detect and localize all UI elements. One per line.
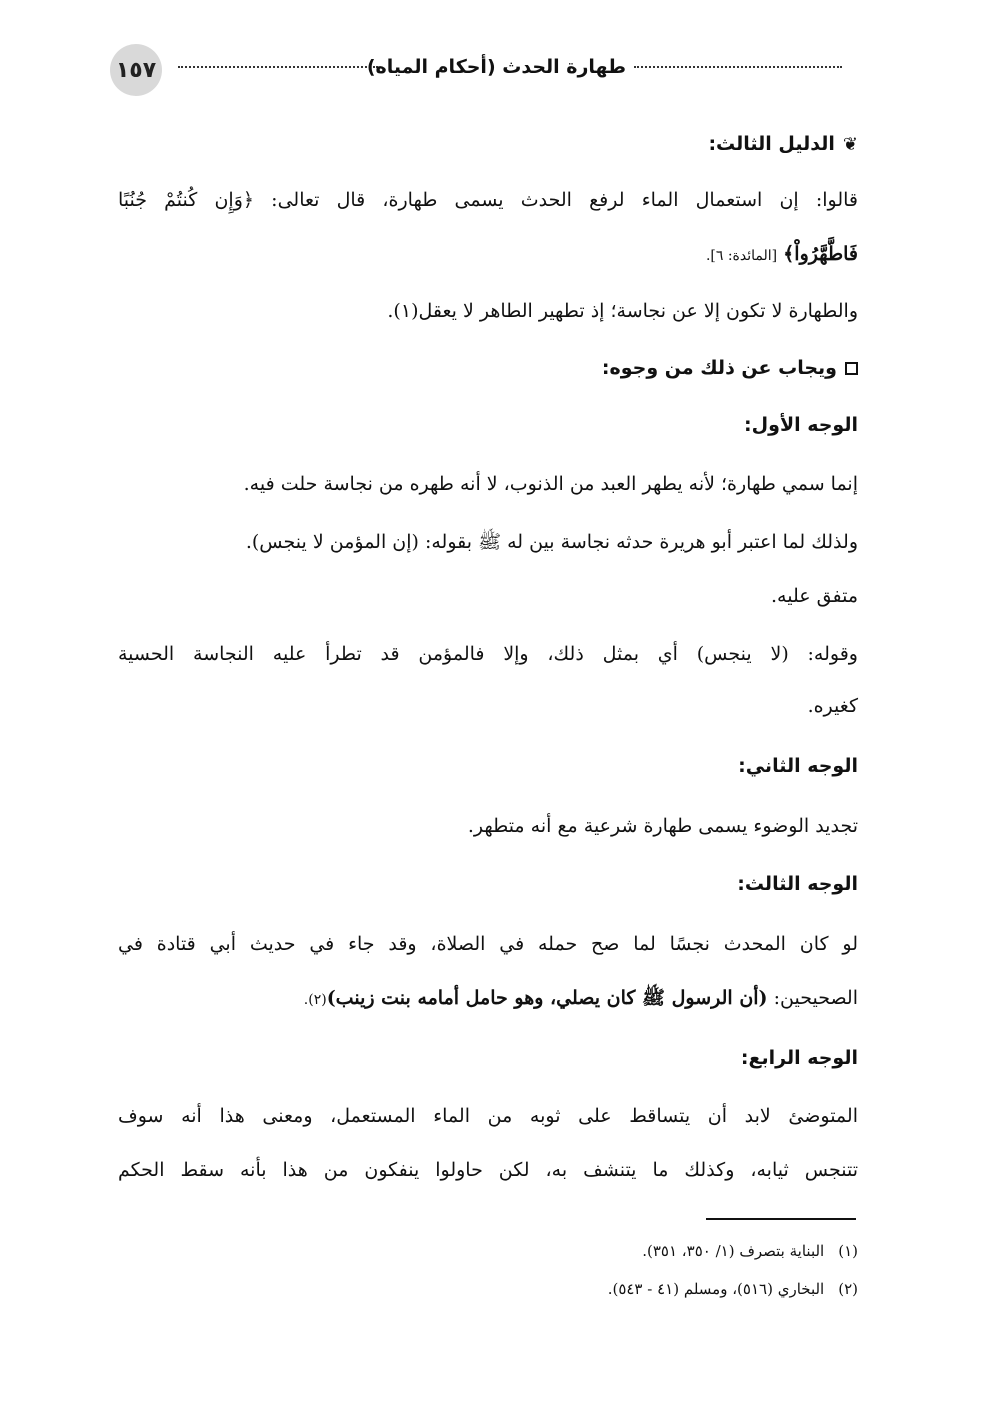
paragraph-line: متفق عليه. [771,585,858,607]
page-number: ١٥٧ [115,57,157,83]
checkbox-icon [845,362,858,375]
header-dotted-rule-left [178,66,378,68]
paragraph-line: تتنجس ثيابه، وكذلك ما يتنشف به، لكن حاولوا ينفكون من هذا بأنه سقط الحكم [118,1159,858,1181]
paragraph-line: المتوضئ لابد أن يتساقط على ثوبه من الماء المستعمل، ومعنى هذا أنه سوف [118,1105,858,1127]
paragraph-line: قالوا: إن استعمال الماء لرفع الحدث يسمى طهارة، قال تعالى: ﴿وَإِن كُنتُمْ جُنُبًا [118,189,858,211]
paragraph-line: تجديد الوضوء يسمى طهارة شرعية مع أنه متطهر. [467,815,858,837]
footnote-number: (٢) [838,1280,858,1298]
subheading-third: الوجه الثالث: [737,873,858,895]
hadith-quote: (أن الرسول ﷺ كان يصلي، وهو حامل أمامه بنت زينب) [326,987,768,1009]
paragraph-line [118,984,858,1014]
footnote [118,1240,858,1262]
answer-heading [118,354,858,382]
running-header-title: طهارة الحدث (أحكام المياه) [366,56,626,78]
paragraph-line: والطهارة لا تكون إلا عن نجاسة؛ إذ تطهير الطاهر لا يعقل(١). [387,300,858,322]
footnote-text: البخاري (٥١٦)، ومسلم (٤١ - ٥٤٣). [607,1280,825,1298]
verse-reference: [المائدة: ٦]. [705,248,778,264]
quran-verse: فَاطَّهَّرُواْ﴾ [783,243,858,265]
subheading-second: الوجه الثاني: [738,755,858,777]
paragraph-line: إنما سمي طهارة؛ لأنه يطهر العبد من الذنوب، لا أنه طهره من نجاسة حلت فيه. [243,473,858,495]
paragraph-line [118,240,858,270]
page-number-badge [110,44,162,96]
leaf-ornament-icon: ❦ [842,134,858,155]
footnote-marker: (٢). [303,992,327,1008]
footnote-number: (١) [838,1242,858,1260]
paragraph-line: كغيره. [807,695,858,717]
section-heading-text: الدليل الثالث: [708,133,835,155]
footnote-separator [706,1218,856,1220]
header-dotted-rule-right [634,66,842,68]
footnote [118,1278,858,1300]
paragraph-line: لو كان المحدث نجسًا لما صح حمله في الصلاة، وقد جاء في حديث أبي قتادة في [118,933,858,955]
footnote-text: البناية بتصرف (١/ ٣٥٠، ٣٥١). [642,1242,825,1260]
paragraph-line: وقوله: (لا ينجس) أي بمثل ذلك، وإلا فالمؤمن قد تطرأ عليه النجاسة الحسية [118,643,858,665]
answer-heading-text: ويجاب عن ذلك من وجوه: [601,357,837,379]
subheading-fourth: الوجه الرابع: [740,1047,858,1069]
text-run: الصحيحين: [773,987,858,1009]
paragraph-line: ولذلك لما اعتبر أبو هريرة حدثه نجاسة بين له ﷺ بقوله: (إن المؤمن لا ينجس). [245,531,858,553]
subheading-first: الوجه الأول: [744,414,858,436]
section-heading [118,130,858,159]
